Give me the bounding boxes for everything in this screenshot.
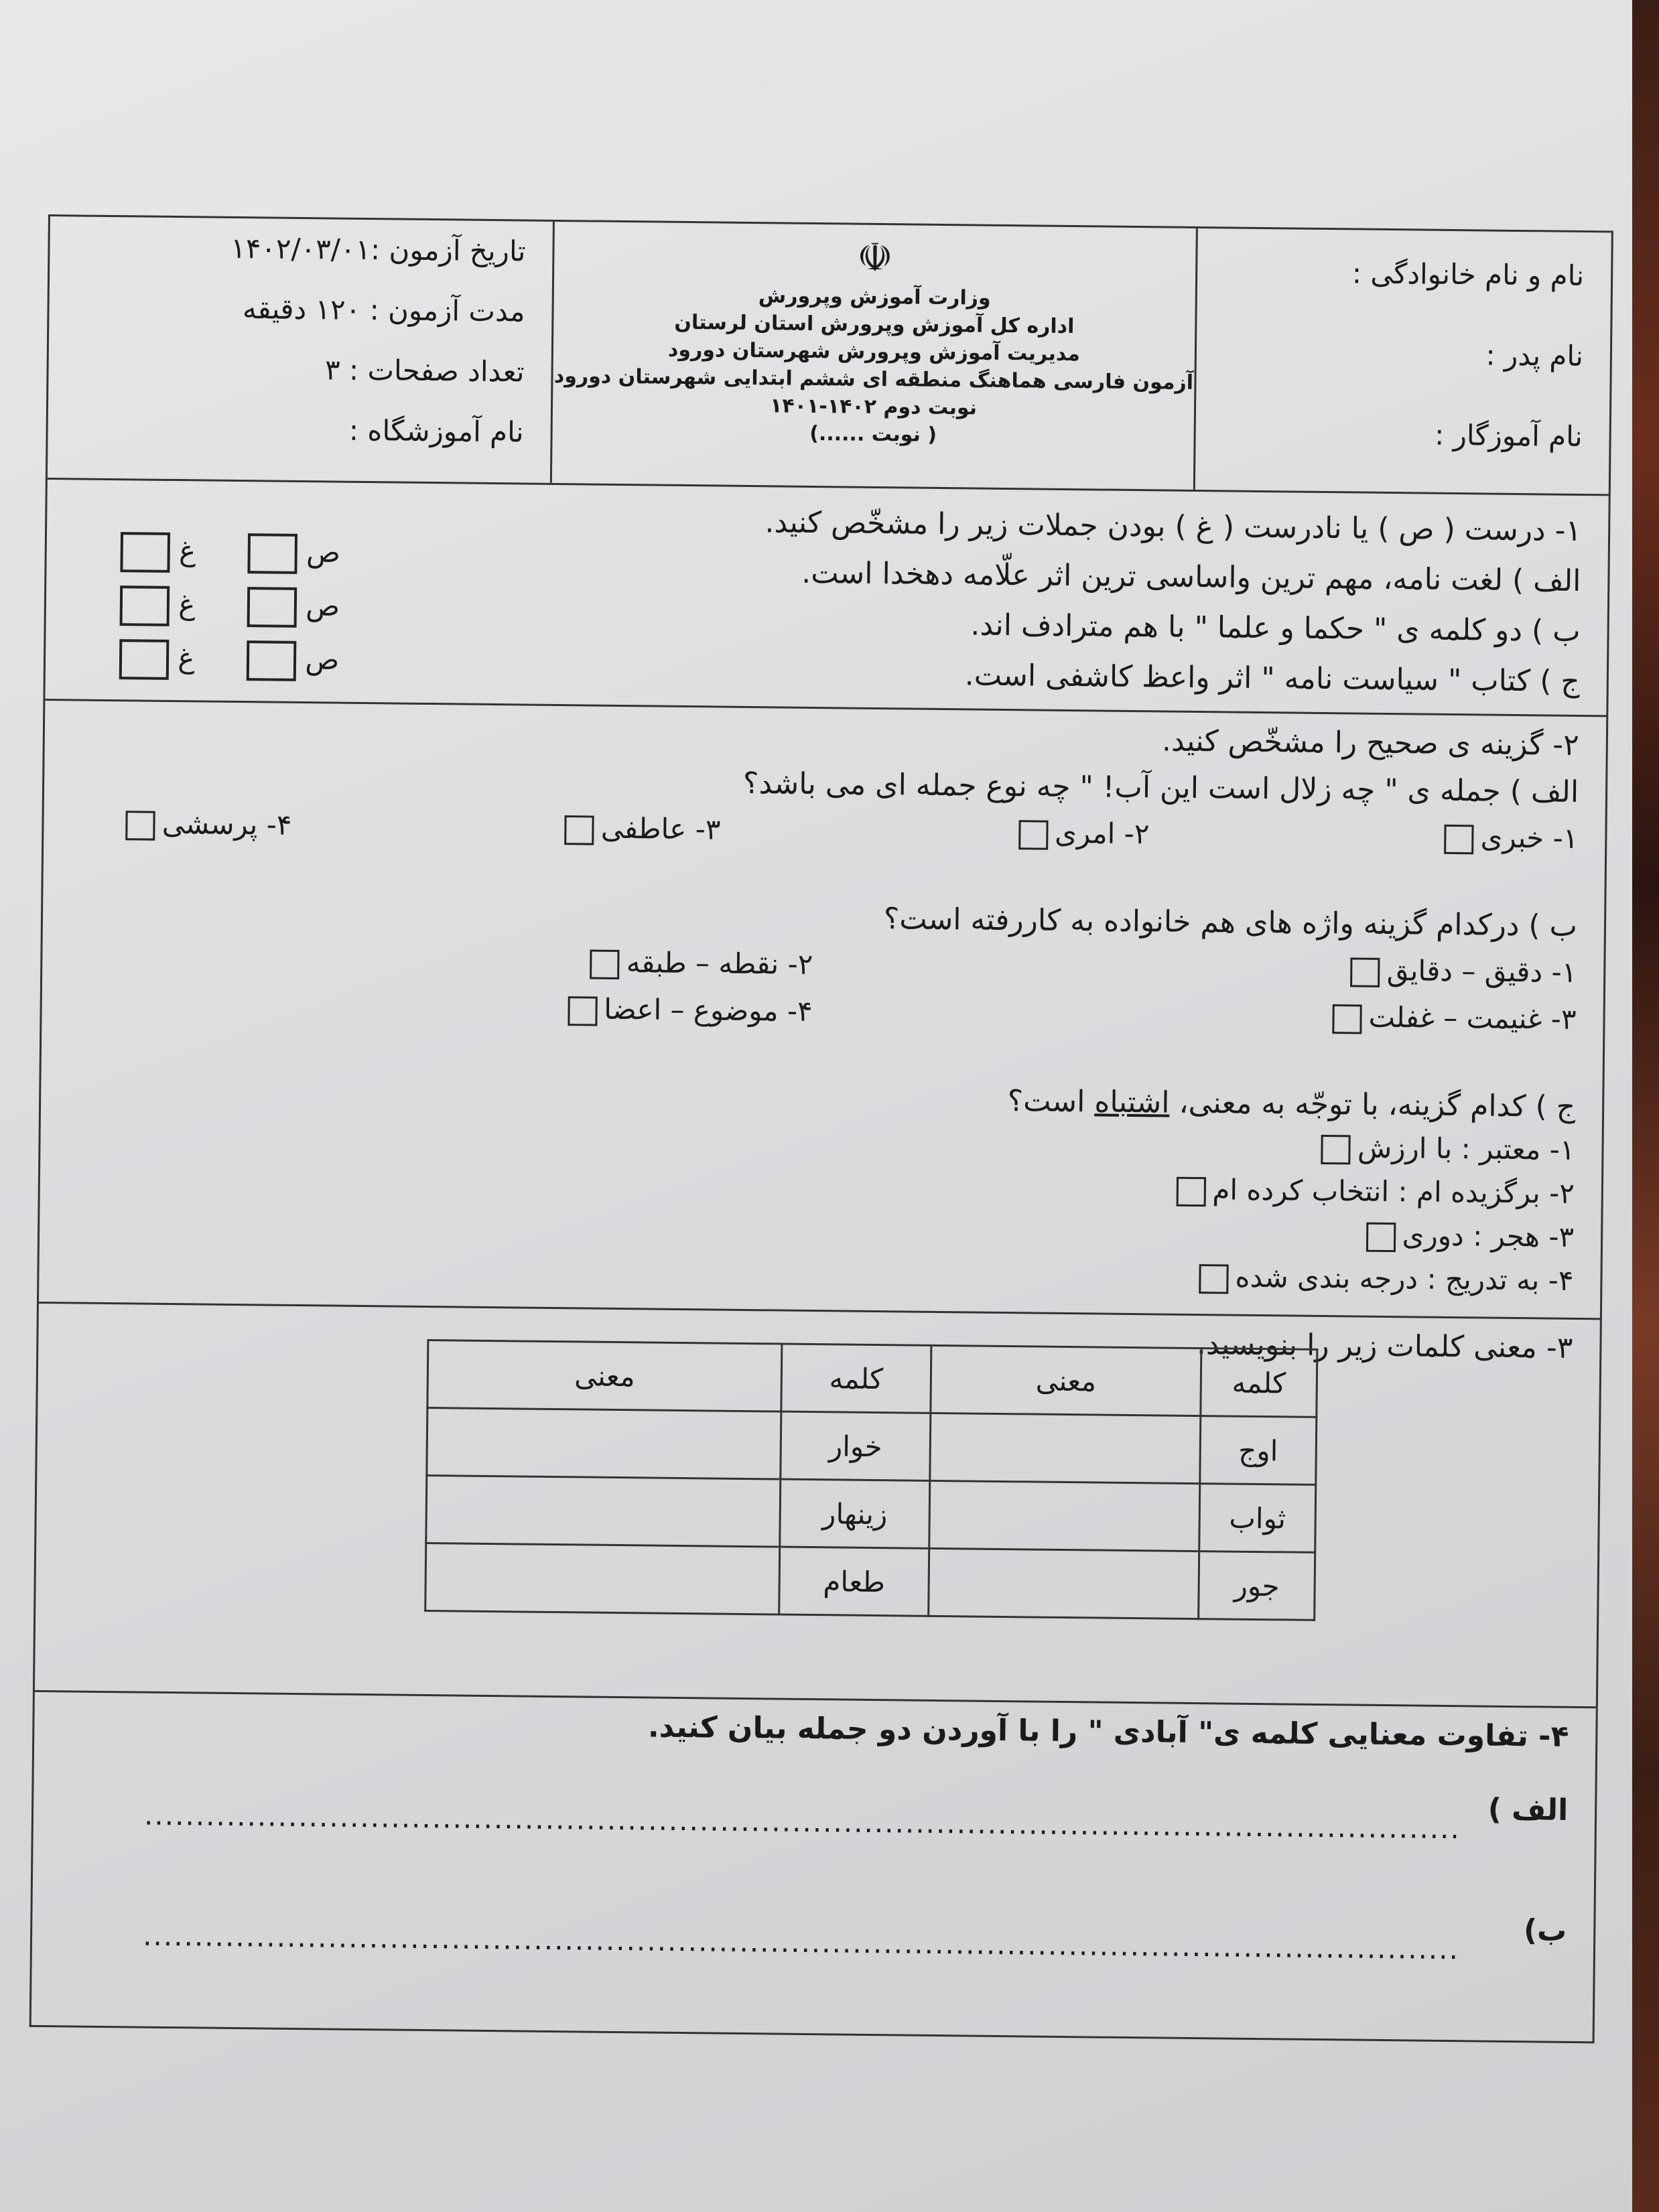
checkbox-icon[interactable]	[1199, 1264, 1228, 1294]
checkbox-icon[interactable]	[247, 587, 297, 628]
checkbox-icon[interactable]	[1366, 1222, 1395, 1251]
exam-title-cell	[550, 222, 1196, 490]
q2-a-option-3[interactable]: ۳- عاطفی	[558, 811, 721, 846]
exam-date: تاریخ آزمون :۱۴۰۲/۰۳/۰۱	[230, 231, 526, 268]
meaning-input[interactable]	[929, 1548, 1199, 1618]
table-header-row	[427, 1340, 1317, 1418]
q4-b-label: ب)	[1523, 1913, 1567, 1948]
q2-b-option-3[interactable]: ۳- غنیمت – غفلت	[1325, 1000, 1576, 1036]
col-meaning-1: معنی	[931, 1345, 1201, 1415]
q2-b-option-1[interactable]: ۱- دقیق – دقایق	[1343, 953, 1577, 989]
q2-a-option-4[interactable]: ۴- پرسشی	[119, 807, 292, 841]
true-label: ص	[306, 589, 340, 623]
q1-c-false[interactable]	[119, 639, 195, 680]
q2-b-question: ب ) درکدام گزینه واژه های هم خانواده به کاررفته است؟	[883, 902, 1578, 943]
checkbox-icon[interactable]	[590, 949, 620, 979]
checkbox-icon[interactable]	[565, 815, 594, 845]
q1-a-false[interactable]	[120, 532, 196, 573]
q1-item-c: ج ) کتاب " سیاست نامه " اثر واعظ کاشفی است.	[964, 658, 1581, 699]
exam-meta-cell	[48, 216, 553, 483]
checkbox-icon[interactable]	[568, 996, 597, 1026]
meaning-input[interactable]	[929, 1480, 1200, 1551]
ministry-line: وزارت آموزش وپرورش	[758, 284, 991, 310]
office-line: اداره کل آموزش وپرورش استان لرستان	[674, 310, 1075, 339]
col-word-1: کلمه	[1201, 1349, 1317, 1418]
q1-item-a: الف ) لغت نامه، مهم ترین واساسی ترین اثر علّامه دهخدا است.	[801, 555, 1581, 598]
teacher-name-label: نام آموزگار :	[1434, 418, 1583, 453]
col-meaning-2: معنی	[427, 1340, 782, 1412]
q2-a-option-2[interactable]: ۲- امری	[1012, 816, 1150, 851]
word-cell: زینهار	[780, 1479, 930, 1548]
q1-a-true[interactable]	[247, 533, 340, 574]
q1-item-b: ب ) دو کلمه ی " حکما و علما " با هم مترادف اند.	[970, 608, 1581, 648]
turn-line: ( نوبت ......)	[809, 421, 937, 447]
question-1	[45, 478, 1608, 717]
word-cell: طعام	[779, 1547, 929, 1616]
student-info-cell	[1193, 228, 1611, 494]
meaning-input[interactable]	[425, 1543, 780, 1615]
management-line: مدیریت آموزش وپرورش شهرستان دورود	[667, 338, 1080, 366]
checkbox-icon[interactable]	[247, 533, 297, 574]
checkbox-icon[interactable]	[120, 532, 170, 573]
exam-header	[48, 216, 1611, 496]
word-cell: ثواب	[1199, 1484, 1316, 1553]
exam-sheet	[29, 214, 1613, 2043]
q1-c-true[interactable]	[247, 640, 340, 681]
checkbox-icon[interactable]	[119, 639, 170, 680]
q1-title: ۱- درست ( ص ) یا نادرست ( غ ) بودن جملات زیر را مشخّص کنید.	[765, 505, 1582, 548]
q2-a-question: الف ) جمله ی " چه زلال است این آب! " چه نوع جمله ای می باشد؟	[742, 766, 1579, 809]
exam-line: آزمون فارسی هماهنگ منطقه ای ششم ابتدایی شهرستان دورود	[553, 364, 1194, 395]
checkbox-icon[interactable]	[1444, 824, 1473, 853]
q2-a-option-1[interactable]: ۱- خبری	[1437, 821, 1578, 855]
q2-c-option-3[interactable]: ۳- هجر : دوری	[1359, 1219, 1574, 1254]
checkbox-icon[interactable]	[120, 585, 170, 626]
q2-c-option-4[interactable]: ۴- به تدریج : درجه بندی شده	[1192, 1260, 1573, 1297]
true-label: ص	[305, 642, 340, 677]
meaning-input[interactable]	[427, 1408, 781, 1480]
false-label: غ	[178, 534, 196, 567]
iran-emblem-icon: ☫	[856, 234, 894, 282]
school-name-label: نام آموزشگاه :	[348, 413, 524, 449]
checkbox-icon[interactable]	[1332, 1004, 1362, 1034]
father-name-label: نام پدر :	[1485, 338, 1584, 373]
col-word-2: کلمه	[781, 1344, 931, 1413]
q2-c-option-1[interactable]: ۱- معتبر : با ارزش	[1315, 1131, 1575, 1167]
false-label: غ	[178, 641, 195, 675]
meaning-input[interactable]	[930, 1413, 1201, 1483]
exam-duration: مدت آزمون : ۱۲۰ دقیقه	[242, 292, 525, 328]
checkbox-icon[interactable]	[1018, 820, 1048, 849]
q2-b-option-2[interactable]: ۲- نقطه – طبقه	[584, 945, 813, 981]
question-4	[32, 1690, 1596, 1974]
q3-title: ۳- معنی کلمات زیر را بنویسید.	[1196, 1327, 1573, 1365]
meaning-input[interactable]	[426, 1476, 781, 1547]
q4-a-label: الف )	[1487, 1792, 1569, 1827]
q2-title: ۲- گزینه ی صحیح را مشخّص کنید.	[1161, 723, 1580, 762]
table-row	[427, 1408, 1317, 1485]
carpet-edge	[1632, 0, 1659, 2212]
table-row	[426, 1476, 1316, 1553]
false-label: غ	[178, 587, 196, 621]
page-count: تعداد صفحات : ۳	[324, 353, 525, 389]
q1-b-false[interactable]	[120, 585, 196, 626]
checkbox-icon[interactable]	[247, 640, 297, 681]
student-name-label: نام و نام خانوادگی :	[1351, 257, 1585, 293]
word-cell: اوج	[1200, 1416, 1317, 1485]
checkbox-icon[interactable]	[1321, 1134, 1351, 1164]
underlined-word: اشتباه	[1094, 1085, 1170, 1120]
q2-b-option-4[interactable]: ۴- موضوع – اعضا	[561, 992, 813, 1028]
checkbox-icon[interactable]	[1350, 957, 1380, 987]
q1-b-true[interactable]	[247, 587, 340, 628]
term-line: نوبت دوم ۱۴۰۲-۱۴۰۱	[769, 394, 978, 420]
question-2	[39, 699, 1606, 1320]
q4-b-answer-line[interactable]: ................................................................................................................................	[142, 1919, 1460, 1966]
vocab-table	[424, 1339, 1318, 1621]
checkbox-icon[interactable]	[126, 811, 155, 840]
q2-c-option-2[interactable]: ۲- برگزیده ام : انتخاب کرده ام	[1169, 1173, 1575, 1211]
checkbox-icon[interactable]	[1176, 1176, 1205, 1206]
q4-a-answer-line[interactable]: ................................................................................................................................	[143, 1798, 1461, 1846]
true-label: ص	[306, 535, 341, 569]
q2-c-question: ج ) کدام گزینه، با توجّه به معنی، اشتباه است؟	[1007, 1084, 1576, 1124]
table-row	[425, 1543, 1315, 1620]
word-cell: جور	[1199, 1551, 1315, 1620]
word-cell: خوار	[781, 1411, 931, 1480]
q4-title: ۴- تفاوت معنایی کلمه ی" آبادی " را با آوردن دو جمله بیان کنید.	[647, 1710, 1569, 1754]
